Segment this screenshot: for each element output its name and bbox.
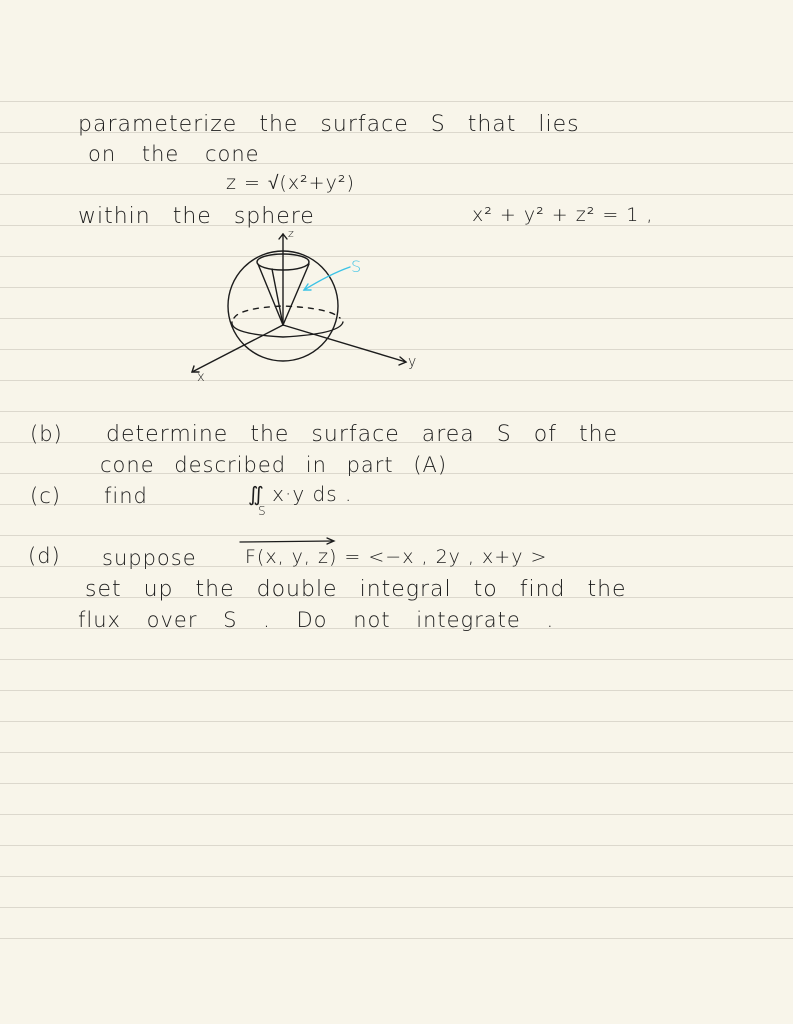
part-b-label: (b)	[30, 422, 63, 446]
surface-pointer	[304, 267, 350, 290]
surface-label-s: S	[351, 257, 363, 276]
cone-inner-line	[272, 269, 283, 325]
part-d-text: suppose	[102, 546, 197, 570]
y-axis-label: y	[408, 354, 418, 370]
part-a-line1: parameterize the surface S that lies	[78, 112, 580, 137]
part-b-line1: determine the surface area S of the	[106, 422, 619, 447]
part-c-integral-subscript: S	[258, 504, 267, 518]
cone-equation: z = √(x²+y²)	[226, 172, 355, 194]
z-axis-label: z	[288, 227, 295, 240]
part-d-label: (d)	[28, 544, 61, 568]
sphere-equation: x² + y² + z² = 1 ,	[472, 204, 654, 226]
cone-side-left	[258, 264, 283, 325]
part-a-line3: within the sphere	[78, 204, 315, 229]
cone-side-right	[283, 264, 309, 325]
y-axis	[283, 325, 406, 362]
cone-sphere-sketch	[180, 222, 430, 387]
part-d-line2: set up the double integral to find the	[85, 577, 627, 602]
part-c-label: (c)	[30, 484, 61, 508]
cone-sphere-figure	[180, 222, 430, 391]
part-c-integral: ∬ x·y ds .	[248, 482, 353, 506]
part-b-line2: cone described in part (A)	[100, 453, 448, 477]
vector-field: F(x, y, z) = <−x , 2y , x+y >	[245, 546, 548, 568]
sphere-equator	[232, 322, 343, 337]
part-c-text: find	[104, 484, 148, 508]
x-axis-label: x	[197, 370, 206, 385]
x-axis	[192, 325, 283, 372]
vector-arrow-icon	[238, 536, 338, 548]
part-d-line3: flux over S . Do not integrate .	[78, 608, 555, 632]
part-a-line2: on the cone	[88, 142, 260, 166]
